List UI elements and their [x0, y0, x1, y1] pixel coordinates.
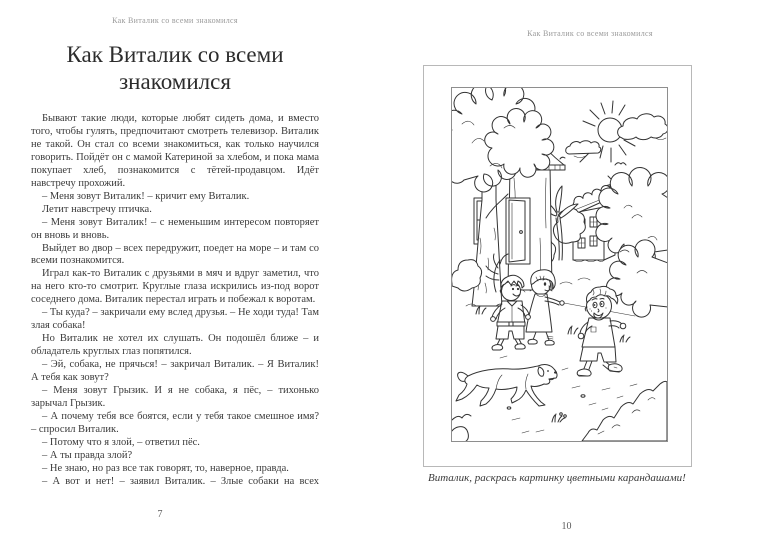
- story-paragraph: – Не знаю, но раз все так говорят, то, наверное, правда.: [42, 462, 289, 474]
- birds: [560, 157, 644, 170]
- page-number-left: 7: [157, 509, 163, 520]
- story-title: Как Виталик со всеми знакомился: [66, 42, 284, 94]
- story-paragraph: – Потому что я злой, – ответил пёс.: [42, 436, 200, 448]
- coloring-illustration-svg: [452, 88, 667, 441]
- story-paragraph: Выйдет во двор – всех передружит, поедет на море – и там со всеми познакомится.: [31, 242, 319, 267]
- story-paragraph: – Меня зовут Виталик! – кричит ему Виталик.: [42, 190, 250, 202]
- story-paragraph: Летит навстречу птичка.: [42, 203, 152, 215]
- story-text: [31, 113, 319, 489]
- dog: [456, 365, 557, 406]
- boy-front: [577, 286, 626, 376]
- story-paragraph: – Эй, собака, не прячься! – закричал Виталик. – Я Виталик! А тебя как зовут?: [31, 359, 319, 384]
- running-header-left: Как Виталик со всеми знакомился: [112, 16, 238, 25]
- story-paragraph: Но Виталик не хотел их слушать. Он подошёл ближе – и обладатель круглых глаз попятился.: [31, 333, 319, 358]
- story-paragraph: – Меня зовут Виталик! – с неменьшим интересом повторяет он вновь и вновь.: [31, 216, 319, 241]
- story-paragraph: Играл как-то Виталик с друзьями в мяч и вдруг заметил, что на него кто-то смотрит. Круглые глаза искрились из-под ворот соседнего дома. Виталик перестал играть и побежал к воротам.: [31, 268, 319, 306]
- running-header-right: Как Виталик со всеми знакомился: [527, 29, 653, 38]
- story-paragraph: – Ты куда? – закричали ему вслед друзья. – Не ходи туда! Там злая собака!: [31, 307, 319, 332]
- illustration-caption: Виталик, раскрась картинку цветными карандашами!: [428, 472, 686, 484]
- page-number-right: 10: [561, 521, 572, 532]
- story-paragraph: Бывают такие люди, которые любят сидеть дома, и вместо того, чтобы гулять, предпочитают смотреть телевизор. Виталик не такой. Он стал со всеми знакомиться, как только научился говорить. Пойдёт он с мамой Катериной за хлебом, и пока мама покупает хлеб, познакомится с тётей-продавцом. Идёт навстречу прохожий.: [31, 113, 319, 189]
- coloring-illustration: [451, 87, 668, 442]
- story-paragraph: – А почему тебя все боятся, если у тебя такое смешное имя? – спросил Виталик.: [31, 410, 319, 435]
- story-paragraph: – Меня зовут Грызик. И я не собака, я пёс, – тихонько зарычал Грызик.: [31, 385, 319, 409]
- story-paragraph: – А ты правда злой?: [42, 449, 133, 461]
- story-paragraph: – А вот и нет! – заявил Виталик. – Злые собаки на всех: [42, 475, 319, 487]
